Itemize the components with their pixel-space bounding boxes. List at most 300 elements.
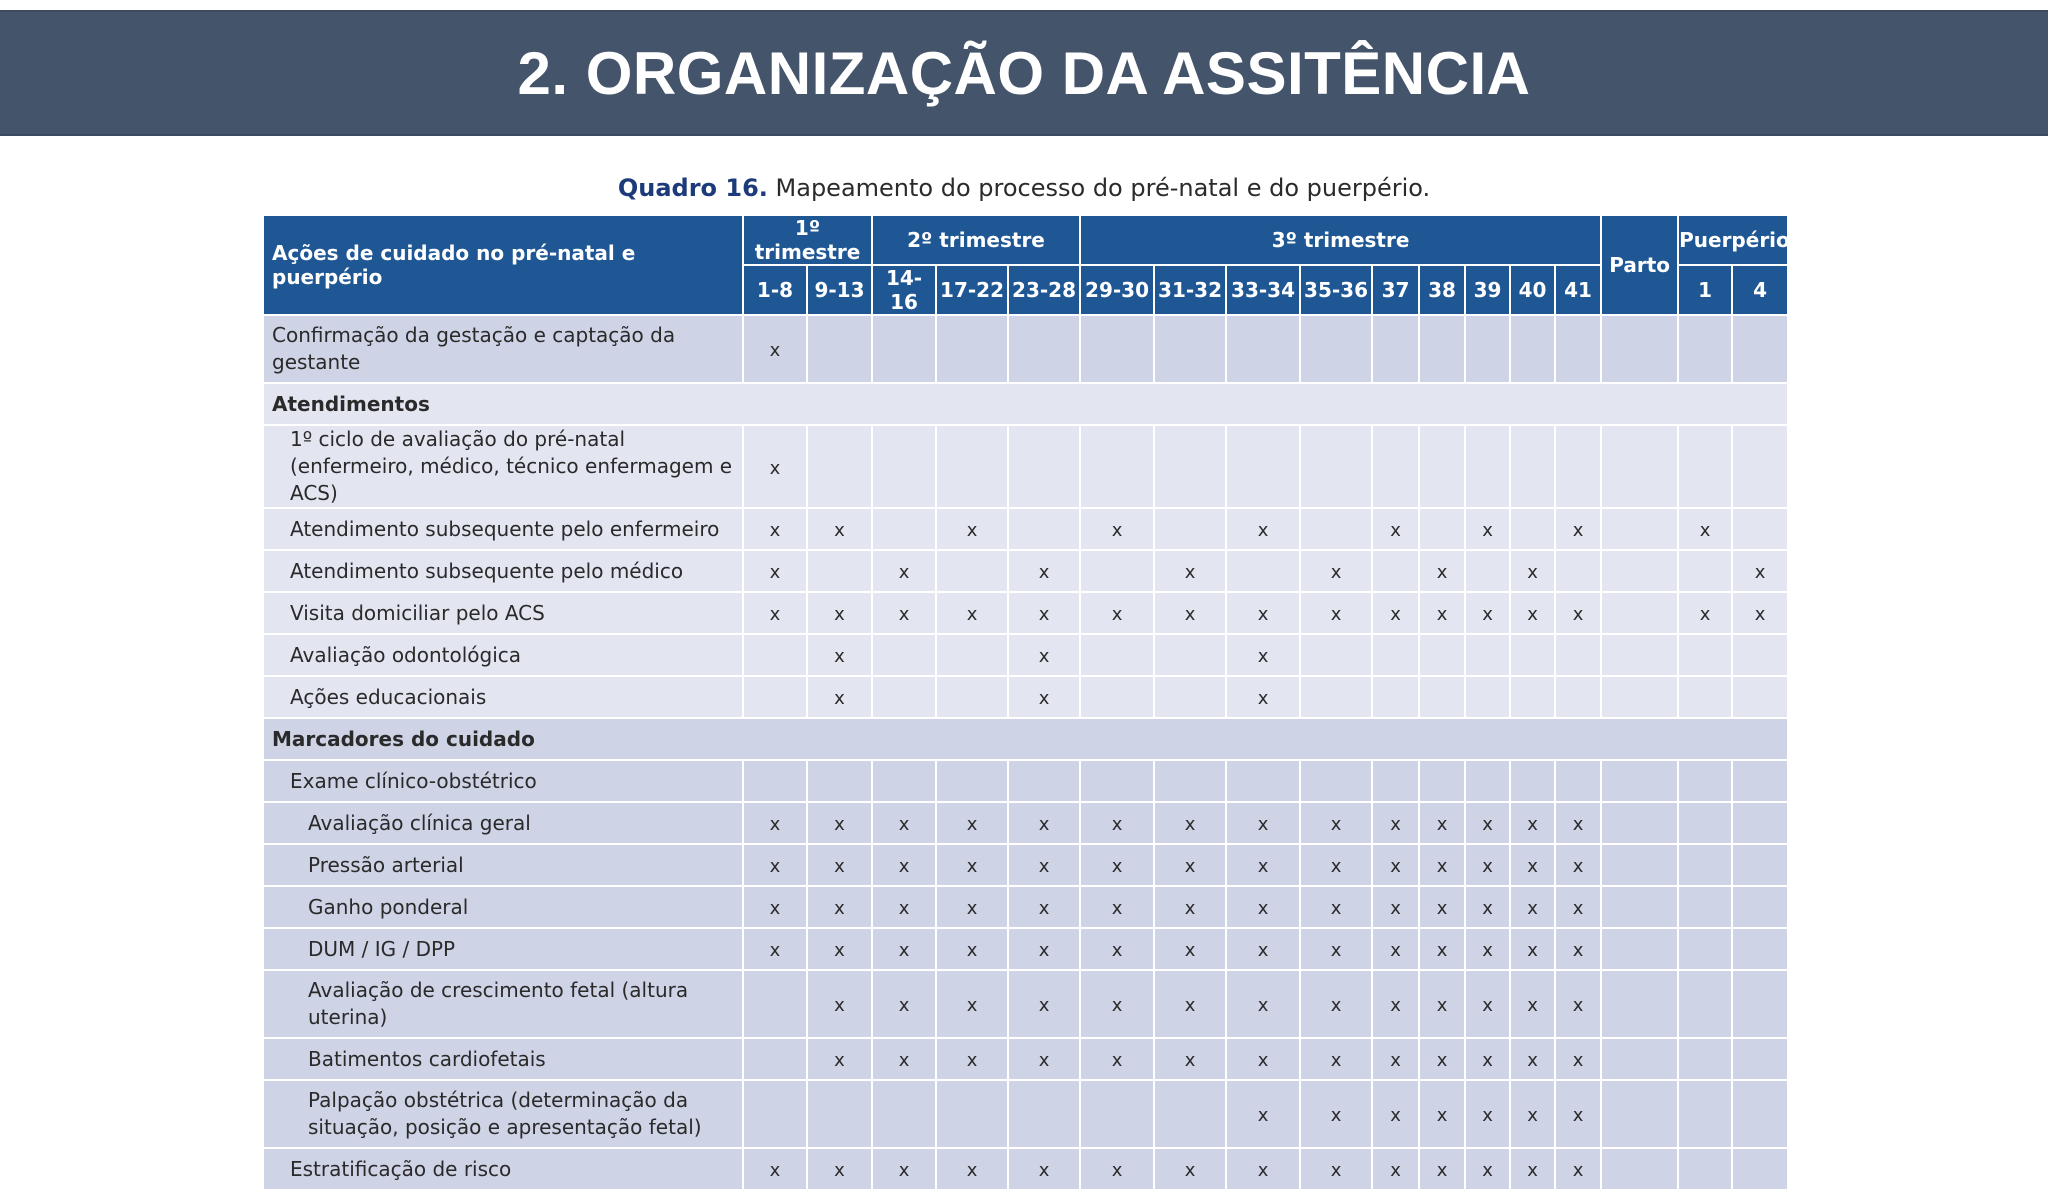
schedule-cell [872,886,936,928]
schedule-cell [936,1080,1008,1148]
schedule-cell [1732,1148,1788,1190]
schedule-cell [1154,592,1226,634]
schedule-cell [872,425,936,508]
schedule-cell [1555,886,1601,928]
schedule-cell [1080,676,1154,718]
schedule-mark: x [1572,1160,1584,1181]
schedule-cell [1601,760,1678,802]
row-label: Ações educacionais [263,676,743,718]
schedule-cell [872,315,936,383]
header-week: 29-30 [1080,265,1154,315]
schedule-mark: x [1184,604,1196,625]
row-label: Confirmação da gestação e captação da gestante [263,315,743,383]
schedule-cell [1419,508,1465,550]
schedule-cell [936,1038,1008,1080]
schedule-cell [743,508,807,550]
schedule-cell [1226,676,1300,718]
schedule-cell [1226,1148,1300,1190]
table-row [263,1148,1788,1190]
schedule-mark: x [1330,995,1342,1016]
schedule-cell [1601,1080,1678,1148]
schedule-cell [1300,425,1372,508]
schedule-cell [1300,928,1372,970]
schedule-mark: x [834,1160,845,1181]
schedule-cell [1601,550,1678,592]
schedule-cell [1372,550,1419,592]
schedule-mark: x [1390,1105,1401,1126]
schedule-cell [1732,886,1788,928]
schedule-cell [1008,508,1080,550]
schedule-cell [1601,676,1678,718]
schedule-mark: x [1111,995,1123,1016]
schedule-cell [1300,802,1372,844]
schedule-cell [1510,886,1555,928]
schedule-cell [807,970,872,1038]
schedule-cell [1465,844,1510,886]
schedule-cell [1732,760,1788,802]
schedule-cell [1080,802,1154,844]
schedule-cell [1372,928,1419,970]
schedule-mark: x [1184,814,1196,835]
schedule-cell [1372,425,1419,508]
schedule-cell [1465,1038,1510,1080]
schedule-mark: x [1390,940,1401,961]
schedule-mark: x [1482,995,1493,1016]
schedule-mark: x [1184,1050,1196,1071]
schedule-cell [1419,1038,1465,1080]
schedule-cell [1678,1080,1732,1148]
schedule-mark: x [1257,940,1269,961]
schedule-mark: x [898,814,910,835]
schedule-cell [1300,592,1372,634]
schedule-cell [1510,802,1555,844]
schedule-cell [1372,1038,1419,1080]
schedule-cell [1678,1038,1732,1080]
schedule-mark: x [1038,688,1050,709]
schedule-cell [1732,928,1788,970]
header-week: 33-34 [1226,265,1300,315]
schedule-cell [936,760,1008,802]
schedule-cell [1154,760,1226,802]
schedule-mark: x [966,995,978,1016]
schedule-cell [936,1148,1008,1190]
schedule-mark: x [1184,898,1196,919]
row-label: Ganho ponderal [263,886,743,928]
schedule-cell [1154,844,1226,886]
schedule-mark: x [1257,856,1269,877]
schedule-cell [1678,844,1732,886]
schedule-mark: x [1330,814,1342,835]
schedule-cell [1732,802,1788,844]
schedule-cell [1419,844,1465,886]
schedule-mark: x [1527,1160,1538,1181]
schedule-cell [1678,1148,1732,1190]
schedule-mark: x [1038,562,1050,583]
schedule-mark: x [1572,940,1584,961]
schedule-cell [807,550,872,592]
schedule-cell [1080,634,1154,676]
header-trimester-1: 1º trimestre [743,215,872,265]
schedule-cell [1601,844,1678,886]
schedule-cell [743,425,807,508]
schedule-cell [807,760,872,802]
schedule-cell [1465,425,1510,508]
row-label: 1º ciclo de avaliação do pré-natal (enfermeiro, médico, técnico enfermagem e ACS) [263,425,743,508]
schedule-cell [807,844,872,886]
schedule-cell [1732,844,1788,886]
section-row [263,383,1788,425]
schedule-cell [1465,634,1510,676]
schedule-cell [1732,1038,1788,1080]
schedule-mark: x [769,1160,781,1181]
schedule-mark: x [1038,995,1050,1016]
schedule-cell [1226,634,1300,676]
schedule-mark: x [1572,520,1584,541]
schedule-cell [1008,634,1080,676]
schedule-cell [1419,315,1465,383]
schedule-cell [1300,760,1372,802]
schedule-mark: x [966,520,978,541]
schedule-cell [1510,634,1555,676]
schedule-mark: x [769,814,781,835]
schedule-cell [1080,760,1154,802]
schedule-mark: x [769,856,781,877]
schedule-mark: x [1482,856,1493,877]
schedule-cell [1510,425,1555,508]
table-body [263,315,1788,1190]
schedule-cell [743,550,807,592]
header-week: 31-32 [1154,265,1226,315]
schedule-cell [1226,760,1300,802]
header-week: 23-28 [1008,265,1080,315]
schedule-mark: x [1330,856,1342,877]
schedule-cell [1008,886,1080,928]
schedule-cell [1555,1080,1601,1148]
schedule-cell [872,550,936,592]
schedule-cell [1372,592,1419,634]
schedule-mark: x [1111,604,1123,625]
schedule-cell [1008,928,1080,970]
schedule-cell [1555,1038,1601,1080]
schedule-cell [743,634,807,676]
table-row [263,550,1788,592]
table-row [263,676,1788,718]
schedule-cell [1226,802,1300,844]
row-label: Atendimentos [263,383,1788,425]
schedule-cell [807,634,872,676]
schedule-mark: x [1184,995,1196,1016]
schedule-mark: x [1257,604,1269,625]
schedule-cell [1372,676,1419,718]
schedule-cell [1080,550,1154,592]
schedule-cell [872,1080,936,1148]
schedule-mark: x [1111,814,1123,835]
schedule-mark: x [1390,1050,1401,1071]
schedule-cell [1372,802,1419,844]
schedule-cell [1555,592,1601,634]
schedule-cell [1510,1038,1555,1080]
schedule-cell [1678,550,1732,592]
schedule-cell [743,1080,807,1148]
schedule-mark: x [898,1050,910,1071]
schedule-mark: x [1572,1105,1584,1126]
schedule-mark: x [1184,1160,1196,1181]
schedule-cell [1601,1148,1678,1190]
schedule-cell [1080,1148,1154,1190]
schedule-cell [1678,315,1732,383]
schedule-mark: x [1038,604,1050,625]
schedule-cell [1080,315,1154,383]
schedule-mark: x [1527,814,1538,835]
schedule-cell [1555,425,1601,508]
schedule-cell [1601,315,1678,383]
schedule-cell [1372,315,1419,383]
schedule-cell [1510,844,1555,886]
schedule-cell [1678,970,1732,1038]
schedule-mark: x [966,940,978,961]
schedule-cell [1555,928,1601,970]
schedule-cell [1465,1148,1510,1190]
schedule-mark: x [1436,1160,1448,1181]
row-label: DUM / IG / DPP [263,928,743,970]
row-label: Avaliação de crescimento fetal (altura uterina) [263,970,743,1038]
header-week: 39 [1465,265,1510,315]
schedule-mark: x [1482,520,1493,541]
schedule-mark: x [1330,1160,1342,1181]
schedule-mark: x [1257,646,1269,667]
schedule-mark: x [1436,898,1448,919]
schedule-cell [1601,802,1678,844]
schedule-cell [1372,634,1419,676]
schedule-cell [1226,592,1300,634]
schedule-cell [1419,425,1465,508]
schedule-mark: x [1038,814,1050,835]
schedule-cell [1419,802,1465,844]
schedule-cell [807,928,872,970]
schedule-mark: x [1038,646,1050,667]
row-label: Batimentos cardiofetais [263,1038,743,1080]
schedule-cell [1154,928,1226,970]
schedule-cell [1678,676,1732,718]
table-row [263,886,1788,928]
schedule-mark: x [1527,562,1538,583]
schedule-mark: x [1436,562,1448,583]
schedule-cell [1732,425,1788,508]
schedule-mark: x [1257,1160,1269,1181]
schedule-mark: x [769,940,781,961]
schedule-mark: x [769,340,781,361]
schedule-cell [1154,425,1226,508]
header-week: 35-36 [1300,265,1372,315]
schedule-cell [807,315,872,383]
schedule-cell [1226,315,1300,383]
header-trimester-3: 3º trimestre [1080,215,1601,265]
row-label: Avaliação odontológica [263,634,743,676]
table-row [263,1038,1788,1080]
schedule-cell [936,886,1008,928]
schedule-cell [1465,970,1510,1038]
schedule-cell [872,634,936,676]
schedule-cell [807,886,872,928]
schedule-cell [1555,1148,1601,1190]
schedule-cell [872,676,936,718]
top-margin [0,0,2048,10]
schedule-cell [1732,1080,1788,1148]
schedule-mark: x [769,520,781,541]
schedule-cell [1008,676,1080,718]
schedule-mark: x [1572,995,1584,1016]
schedule-cell [743,1038,807,1080]
schedule-cell [1678,886,1732,928]
schedule-mark: x [898,604,910,625]
schedule-mark: x [1257,898,1269,919]
schedule-cell [1419,592,1465,634]
schedule-cell [936,425,1008,508]
schedule-cell [1419,760,1465,802]
schedule-mark: x [1038,898,1050,919]
schedule-cell [1008,970,1080,1038]
table-row [263,970,1788,1038]
schedule-mark: x [1482,898,1493,919]
schedule-cell [1008,592,1080,634]
header-week: 14-16 [872,265,936,315]
schedule-cell [1300,508,1372,550]
schedule-cell [1732,970,1788,1038]
schedule-cell [743,315,807,383]
section-row [263,718,1788,760]
title-banner [0,10,2048,136]
table-row [263,844,1788,886]
schedule-cell [1154,970,1226,1038]
schedule-mark: x [1482,604,1493,625]
schedule-cell [872,760,936,802]
table-row [263,802,1788,844]
schedule-cell [872,802,936,844]
schedule-cell [1226,508,1300,550]
schedule-cell [1419,634,1465,676]
schedule-mark: x [1436,814,1448,835]
schedule-cell [1154,634,1226,676]
schedule-cell [1555,634,1601,676]
table-row [263,1080,1788,1148]
schedule-cell [1300,1038,1372,1080]
schedule-mark: x [769,898,781,919]
schedule-mark: x [1436,856,1448,877]
schedule-cell [1732,592,1788,634]
schedule-cell [1678,592,1732,634]
schedule-cell [872,928,936,970]
schedule-mark: x [1527,1050,1538,1071]
schedule-cell [1008,844,1080,886]
schedule-cell [1008,802,1080,844]
schedule-cell [1300,844,1372,886]
schedule-cell [1080,1080,1154,1148]
schedule-cell [1154,676,1226,718]
table-caption [0,174,2048,202]
row-label: Exame clínico-obstétrico [263,760,743,802]
schedule-cell [743,676,807,718]
schedule-mark: x [1527,898,1538,919]
schedule-mark: x [1330,940,1342,961]
table-row [263,760,1788,802]
schedule-cell [1732,676,1788,718]
schedule-cell [1372,1080,1419,1148]
schedule-cell [1465,1080,1510,1148]
table-container [262,214,1790,1181]
schedule-mark: x [834,856,845,877]
schedule-mark: x [966,898,978,919]
schedule-mark: x [1390,814,1401,835]
schedule-mark: x [1257,1105,1269,1126]
schedule-cell [1555,676,1601,718]
schedule-cell [1465,676,1510,718]
schedule-cell [1372,508,1419,550]
schedule-cell [807,592,872,634]
schedule-cell [1226,970,1300,1038]
schedule-cell [1300,634,1372,676]
schedule-cell [1510,928,1555,970]
schedule-cell [743,844,807,886]
schedule-mark: x [1572,1050,1584,1071]
schedule-mark: x [1184,940,1196,961]
schedule-cell [1732,508,1788,550]
schedule-cell [1678,760,1732,802]
schedule-cell [1372,970,1419,1038]
schedule-cell [1372,1148,1419,1190]
row-label: Pressão arterial [263,844,743,886]
schedule-mark: x [1572,814,1584,835]
schedule-cell [1080,425,1154,508]
schedule-mark: x [1111,1050,1123,1071]
schedule-cell [1226,844,1300,886]
schedule-cell [1510,1080,1555,1148]
schedule-mark: x [966,1160,978,1181]
schedule-mark: x [834,1050,845,1071]
schedule-cell [1465,802,1510,844]
page-title: 2. ORGANIZAÇÃO DA ASSITÊNCIA [517,39,1531,107]
schedule-cell [1226,550,1300,592]
prenatal-mapping-table [262,214,1789,1191]
schedule-cell [1419,886,1465,928]
schedule-cell [1601,425,1678,508]
schedule-mark: x [1390,604,1401,625]
schedule-mark: x [834,688,845,709]
schedule-mark: x [1482,1105,1493,1126]
schedule-mark: x [1111,940,1123,961]
schedule-cell [807,676,872,718]
schedule-cell [1678,928,1732,970]
row-label: Visita domiciliar pelo ACS [263,592,743,634]
schedule-cell [1154,1080,1226,1148]
schedule-cell [743,886,807,928]
schedule-cell [1510,550,1555,592]
schedule-cell [872,970,936,1038]
schedule-cell [1080,886,1154,928]
schedule-mark: x [1527,856,1538,877]
schedule-cell [743,592,807,634]
caption-text: Mapeamento do processo do pré-natal e do puerpério. [767,174,1431,202]
row-label: Atendimento subsequente pelo médico [263,550,743,592]
schedule-cell [1510,592,1555,634]
schedule-cell [1226,928,1300,970]
schedule-mark: x [1754,604,1766,625]
schedule-cell [1154,802,1226,844]
schedule-cell [936,508,1008,550]
schedule-cell [1555,508,1601,550]
schedule-cell [872,844,936,886]
schedule-cell [1080,928,1154,970]
schedule-cell [743,970,807,1038]
